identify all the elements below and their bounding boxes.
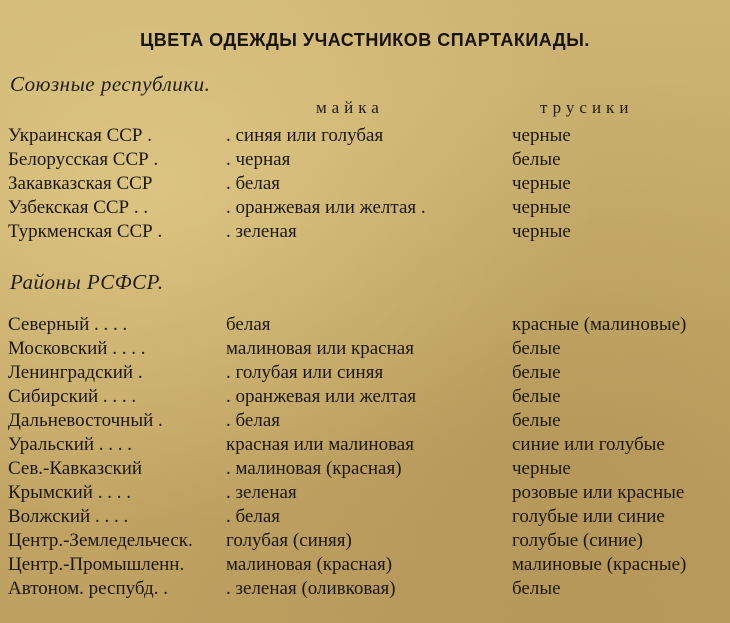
shirt-color: голубая (синяя) — [226, 530, 352, 551]
shorts-color: черные — [512, 458, 571, 479]
region-name: Ленинградский . — [8, 362, 143, 383]
region-name: Уральский . . . . — [8, 434, 133, 455]
shirt-color: . зеленая (оливковая) — [226, 578, 396, 599]
column-header-shorts: трусики — [540, 98, 634, 117]
table-row — [0, 124, 730, 148]
region-name: Сибирский . . . . — [8, 386, 137, 407]
shirt-color: . синяя или голубая — [226, 125, 384, 146]
shirt-color: . белая — [226, 410, 281, 431]
shirt-color: . малиновая (красная) — [226, 458, 402, 479]
shorts-color: белые — [512, 338, 561, 359]
shorts-color: малиновые (красные) — [512, 554, 687, 575]
region-name: Туркменская ССР . — [8, 221, 163, 242]
shorts-color: голубые (синие) — [512, 530, 643, 551]
region-name: Крымский . . . . — [8, 482, 131, 503]
table-row — [0, 505, 730, 529]
shorts-color: черные — [512, 125, 571, 146]
shorts-color: розовые или красные — [512, 482, 685, 503]
table-row — [0, 361, 730, 385]
region-name: Северный . . . . — [8, 314, 128, 335]
shorts-color: голубые или синие — [512, 506, 665, 527]
section-heading-rsfsr: Районы РСФСР. — [10, 270, 164, 294]
shirt-color: . зеленая — [226, 482, 297, 503]
shorts-color: черные — [512, 221, 571, 242]
page-title: ЦВЕТА ОДЕЖДЫ УЧАСТНИКОВ СПАРТАКИАДЫ. — [140, 30, 590, 50]
region-name: Сев.-Кавказский — [8, 458, 143, 479]
shirt-color: . черная — [226, 149, 291, 170]
region-name: Волжский . . . . — [8, 506, 129, 527]
shorts-color: белые — [512, 362, 561, 383]
table-row — [0, 529, 730, 553]
region-name: Автоном. респубд. . — [8, 578, 168, 599]
table-row — [0, 220, 730, 244]
section-heading-republics: Союзные республики. — [10, 72, 211, 96]
region-name: Центр.-Промышленн. — [8, 554, 185, 575]
region-name: Закавказская ССР — [8, 173, 153, 194]
region-name: Узбекская ССР . . — [8, 197, 149, 218]
shirt-color: малиновая (красная) — [226, 554, 393, 575]
shorts-color: белые — [512, 410, 561, 431]
table-row — [0, 148, 730, 172]
shirt-color: . оранжевая или желтая . — [226, 197, 426, 218]
table-row — [0, 196, 730, 220]
shirt-color: красная или малиновая — [226, 434, 414, 455]
shorts-color: красные (малиновые) — [512, 314, 687, 335]
shirt-color: . белая — [226, 173, 281, 194]
shorts-color: белые — [512, 149, 561, 170]
shirt-color: . оранжевая или желтая — [226, 386, 417, 407]
shorts-color: синие или голубые — [512, 434, 665, 455]
table-row — [0, 577, 730, 601]
shirt-color: . зеленая — [226, 221, 297, 242]
table-row — [0, 433, 730, 457]
table-row — [0, 409, 730, 433]
region-name: Дальневосточный . — [8, 410, 163, 431]
shirt-color: белая — [226, 314, 271, 335]
shorts-color: черные — [512, 197, 571, 218]
table-row — [0, 313, 730, 337]
shirt-color: . белая — [226, 506, 281, 527]
table-row — [0, 457, 730, 481]
table-row — [0, 172, 730, 196]
region-name: Белорусская ССР . — [8, 149, 159, 170]
table-row — [0, 553, 730, 577]
shorts-color: белые — [512, 578, 561, 599]
shirt-color: . голубая или синяя — [226, 362, 384, 383]
region-name: Московский . . . . — [8, 338, 146, 359]
region-name: Украинская ССР . — [8, 125, 152, 146]
shirt-color: малиновая или красная — [226, 338, 414, 359]
table-row — [0, 337, 730, 361]
shorts-color: черные — [512, 173, 571, 194]
table-row — [0, 481, 730, 505]
table-row — [0, 385, 730, 409]
region-name: Центр.-Земледельческ. — [8, 530, 193, 551]
shorts-color: белые — [512, 386, 561, 407]
column-header-shirt: майка — [316, 98, 384, 117]
